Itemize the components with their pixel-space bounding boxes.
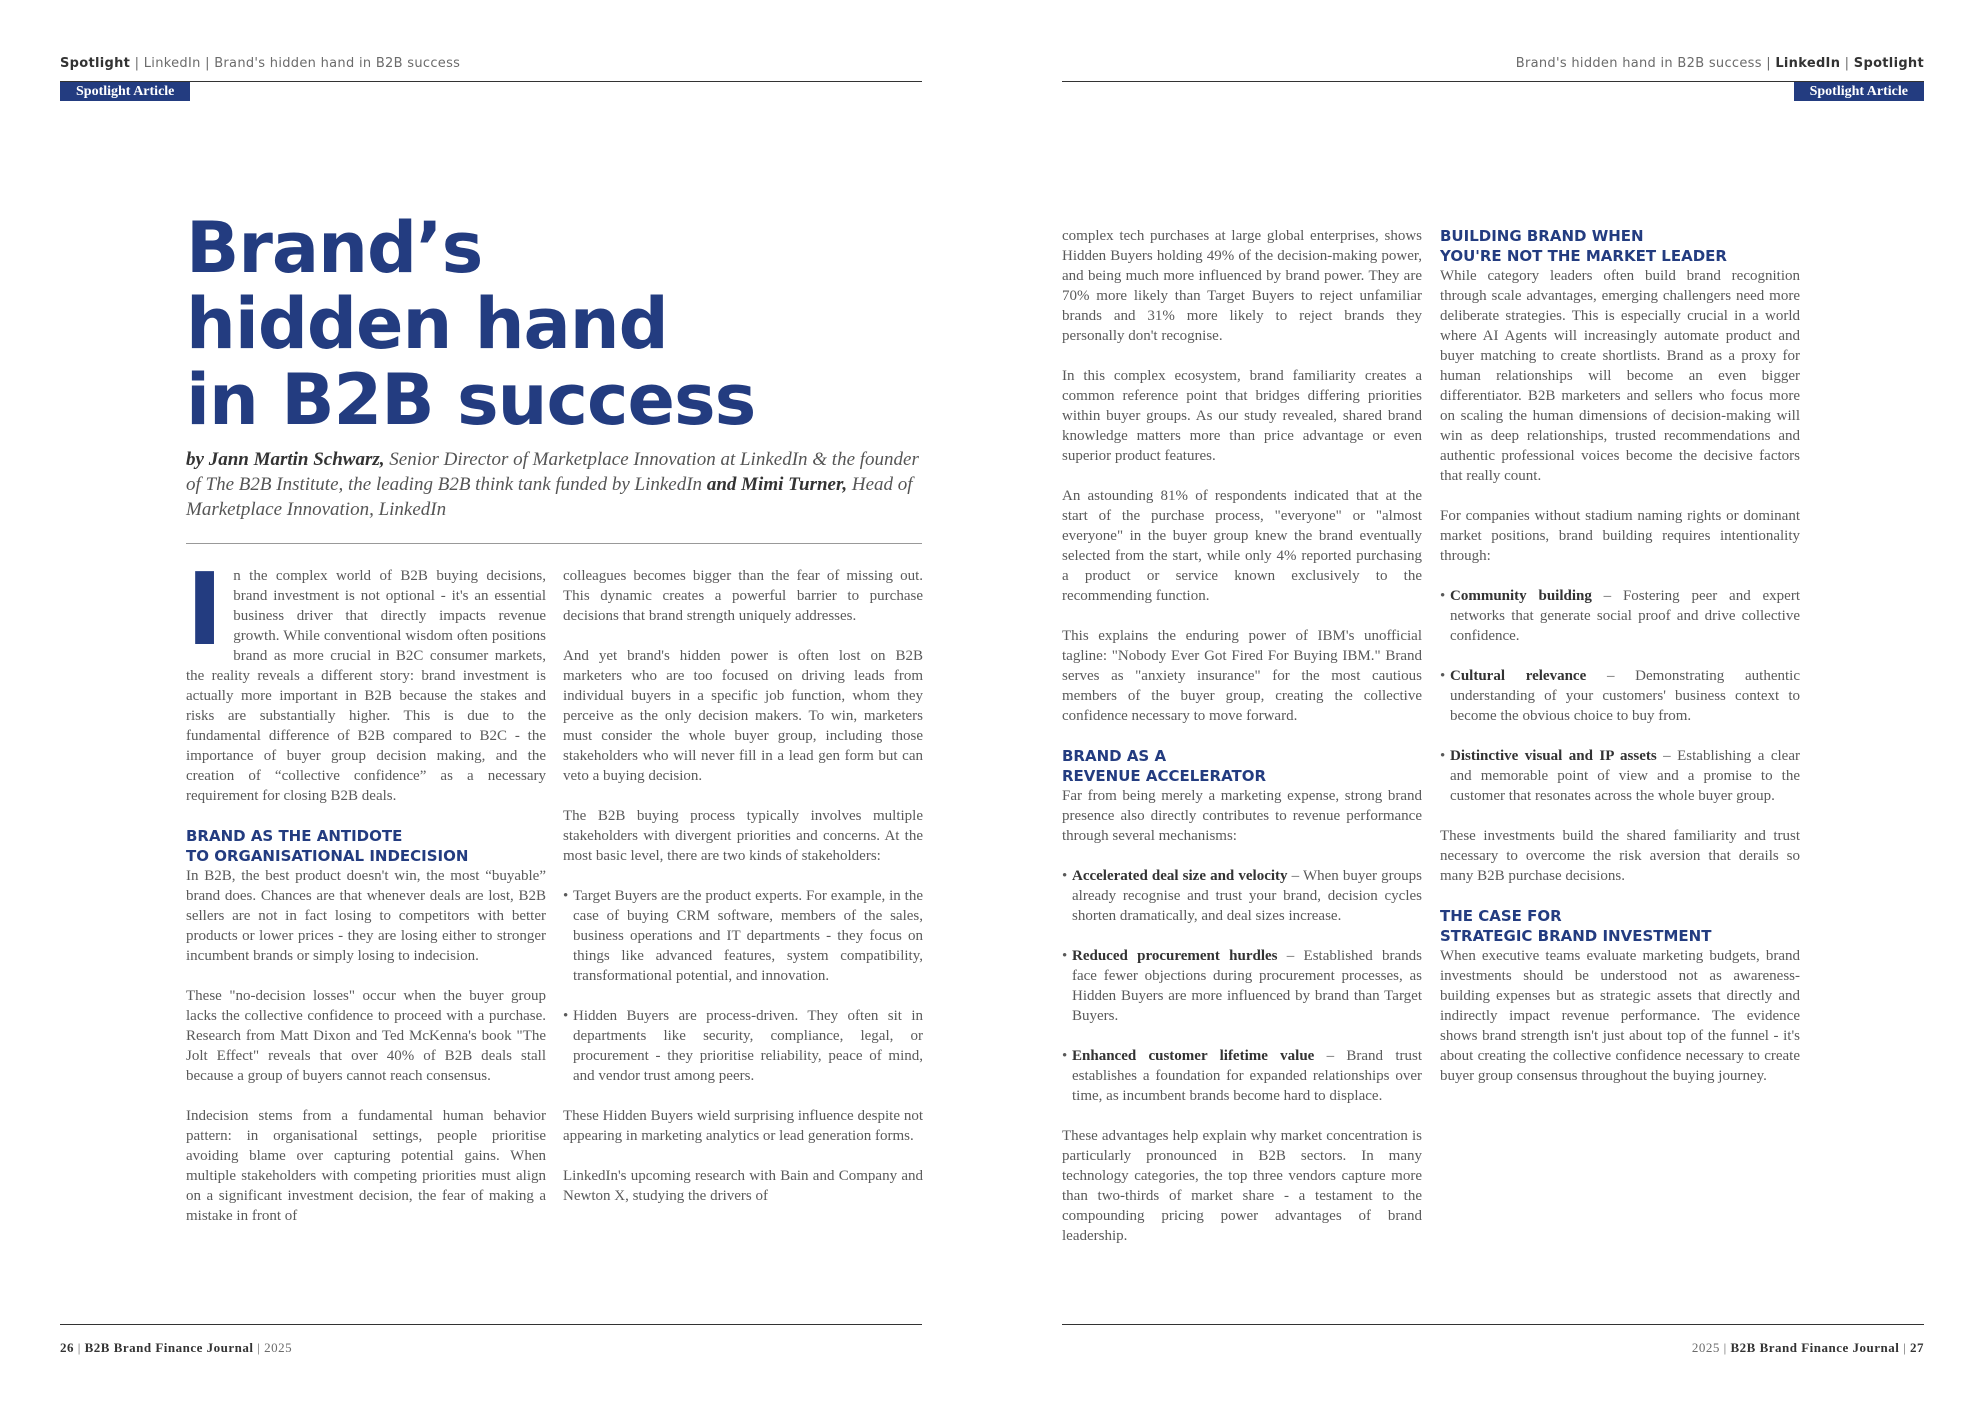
- article-title: [186, 207, 756, 441]
- spotlight-tag-right: Spotlight Article: [1794, 82, 1924, 101]
- header-article-title: Brand's hidden hand in B2B success: [1515, 56, 1762, 71]
- paragraph: In this complex ecosystem, brand familiarity creates a common reference point that bridges differing priorities within buyer groups. As our study revealed, shared brand knowledge matters more than price advantage or even superior product features.: [1062, 368, 1422, 464]
- paragraph: And yet brand's hidden power is often lost on B2B marketers who are too focused on driving leads from individual buyers in a specific job function, whom they perceive as the only decision makers. To win, marketers must consider the whole buyer group, including those stakeholders who will never fill in a lead gen form but can veto a buying decision.: [563, 648, 923, 784]
- page-number: 27: [1910, 1340, 1924, 1355]
- paragraph: For companies without stadium naming rights or dominant market positions, brand building requires intentionality through:: [1440, 508, 1800, 564]
- byline-rule: [186, 543, 922, 544]
- section-heading: BRAND AS A REVENUE ACCELERATOR: [1062, 747, 1267, 785]
- paragraph: An astounding 81% of respondents indicated that at the start of the purchase process, "everyone" or "almost everyone" in the buyer group knew the brand eventually selected from the start, while only 4% reported purchasing a product or service known exclusively to the recommending function.: [1062, 488, 1422, 604]
- footer-right: 2025 | B2B Brand Finance Journal | 27: [1691, 1340, 1924, 1355]
- bullet-item: • Accelerated deal size and velocity – When buyer groups already recognise and trust your brand, decision cycles shorten dramatically, and deal sizes increase.: [1062, 868, 1422, 924]
- journal-name: B2B Brand Finance Journal: [1730, 1340, 1900, 1355]
- footer-rule-left: [60, 1324, 922, 1325]
- paragraph: These "no-decision losses" occur when the buyer group lacks the collective confidence to proceed with a purchase. Research from Matt Dixon and Ted McKenna's book "The Jolt Effect" reveals that over 40% of B2B deals stall because a group of buyers cannot reach consensus.: [186, 988, 546, 1084]
- paragraph: colleagues becomes bigger than the fear of missing out. This dynamic creates a powerful barrier to purchase decisions that brand strength uniquely addresses.: [563, 568, 923, 624]
- section-heading: THE CASE FOR STRATEGIC BRAND INVESTMENT: [1440, 907, 1712, 945]
- bullet-item: • Reduced procurement hurdles – Established brands face fewer objections during procurement processes, as Hidden Buyers are more influenced by brand than Target Buyers.: [1062, 948, 1422, 1024]
- bullet-item: • Target Buyers are the product experts. For example, in the case of buying CRM software, members of the sales, business operations and IT departments - they focus on things like advanced features, system compatibility, transformational potential, and innovation.: [563, 888, 923, 984]
- section-heading: BRAND AS THE ANTIDOTE TO ORGANISATIONAL INDECISION: [186, 827, 469, 865]
- bullet-item: • Cultural relevance – Demonstrating authentic understanding of your customers' business context to become the obvious choice to buy from.: [1440, 668, 1800, 724]
- author-role: Head of Marketplace Innovation, LinkedIn: [186, 474, 913, 520]
- journal-name: B2B Brand Finance Journal: [84, 1340, 254, 1355]
- bullet-item: • Hidden Buyers are process-driven. They often sit in departments like security, compliance, legal, or procurement - they prioritise reliability, peace of mind, and vendor trust among peers.: [563, 1008, 923, 1084]
- byline: [186, 447, 926, 522]
- header-section: Spotlight: [1853, 56, 1924, 71]
- year: 2025: [1691, 1340, 1720, 1355]
- title-line: Brand’s: [186, 207, 483, 289]
- title-line: hidden hand: [186, 283, 668, 365]
- header-left: Spotlight | LinkedIn | Brand's hidden hand in B2B success: [60, 56, 461, 71]
- year: 2025: [264, 1340, 293, 1355]
- header-article-title: Brand's hidden hand in B2B success: [214, 56, 461, 71]
- paragraph: Indecision stems from a fundamental human behavior pattern: in organisational settings, people prioritise avoiding blame over capturing potential gains. When multiple stakeholders with competing priorities must align on a significant investment decision, the fear of making a mistake in front of: [186, 1108, 546, 1224]
- paragraph: complex tech purchases at large global enterprises, shows Hidden Buyers holding 49% of the decision-making power, and being much more influenced by brand power. They are 70% more likely than Target Buyers to reject unfamiliar brands and 31% more likely to reject brands they personally don't recognise.: [1062, 228, 1422, 344]
- byline-by: by: [186, 449, 204, 470]
- paragraph: LinkedIn's upcoming research with Bain and Company and Newton X, studying the drivers of: [563, 1168, 923, 1204]
- author-role: Senior Director of Marketplace Innovation at LinkedIn & the founder of The B2B Institute, the leading B2B think tank funded by LinkedIn: [186, 449, 919, 495]
- paragraph: These Hidden Buyers wield surprising influence despite not appearing in marketing analytics or lead generation forms.: [563, 1108, 923, 1144]
- byline-and: and: [706, 474, 737, 495]
- footer-left: 26 | B2B Brand Finance Journal | 2025: [60, 1340, 293, 1355]
- intro-paragraph: In the complex world of B2B buying decisions, brand investment is not optional - it's an essential business driver that directly impacts revenue growth. While conventional wisdom often positions brand as more crucial in B2C consumer markets, the reality reveals a different story: brand investment is actually more important in B2B because the stakes and risks are substantially higher. This is due to the fundamental difference of B2B compared to B2C - the importance of buyer group decision making, and the creation of “collective confidence” as a necessary requirement for closing B2B deals.: [186, 551, 546, 804]
- drop-cap: I: [186, 551, 224, 668]
- header-publisher: LinkedIn: [1775, 56, 1841, 71]
- bullet-item: • Community building – Fostering peer and expert networks that generate social proof and drive collective confidence.: [1440, 588, 1800, 644]
- section-heading: BUILDING BRAND WHEN YOU'RE NOT THE MARKET LEADER: [1440, 227, 1727, 265]
- column-1: [186, 551, 546, 1246]
- paragraph: In B2B, the best product doesn't win, the most “buyable” brand does. Chances are that whenever deals are lost, B2B sellers are not in fact losing to competitors with better products or lower prices - they are losing either to stronger incumbent brands or simply losing to indecision.: [186, 868, 546, 964]
- footer-rule-right: [1062, 1324, 1924, 1325]
- paragraph: These investments build the shared familiarity and trust necessary to overcome the risk aversion that derails so many B2B purchase decisions.: [1440, 828, 1800, 884]
- paragraph: This explains the enduring power of IBM's unofficial tagline: "Nobody Ever Got Fired For Buying IBM." Brand serves as "anxiety insurance" for the most cautious members of the buyer group, creating the collective confidence necessary to move forward.: [1062, 628, 1422, 724]
- column-3: [1062, 226, 1422, 1266]
- header-right: Brand's hidden hand in B2B success | LinkedIn | Spotlight: [1515, 56, 1924, 71]
- column-4: [1440, 226, 1800, 1106]
- paragraph: Far from being merely a marketing expense, strong brand presence also directly contributes to revenue performance through several mechanisms:: [1062, 788, 1422, 844]
- title-line: in B2B success: [186, 359, 756, 441]
- page-number: 26: [60, 1340, 74, 1355]
- bullet-item: • Enhanced customer lifetime value – Brand trust establishes a foundation for expanded relationships over time, as incumbent brands become hard to displace.: [1062, 1048, 1422, 1104]
- author-name: Mimi Turner,: [741, 474, 848, 495]
- column-2: [563, 566, 923, 1226]
- paragraph: The B2B buying process typically involves multiple stakeholders with divergent priorities and concerns. At the most basic level, there are two kinds of stakeholders:: [563, 808, 923, 864]
- paragraph: These advantages help explain why market concentration is particularly pronounced in B2B sectors. In many technology categories, the top three vendors capture more than two-thirds of market share - a testament to the compounding pricing power advantages of brand leadership.: [1062, 1128, 1422, 1244]
- header-publisher: LinkedIn: [143, 56, 201, 71]
- header-section: Spotlight: [60, 56, 131, 71]
- spotlight-tag-left: Spotlight Article: [60, 82, 190, 101]
- paragraph: While category leaders often build brand recognition through scale advantages, emerging challengers need more deliberate strategies. This is especially crucial in a world where AI Agents will increasingly automate product and buyer matching to create shortlists. Brand as a proxy for human relationships will become an even bigger differentiator. B2B marketers and sellers who focus more on scaling the human dimensions of decision-making will win as deep relationships, trusted recommendations and authentic professional voices become the decisive factors that really count.: [1440, 268, 1800, 484]
- author-name: Jann Martin Schwarz,: [208, 449, 385, 470]
- paragraph: When executive teams evaluate marketing budgets, brand investments should be understood not as awareness-building expenses but as strategic assets that directly and indirectly impact revenue performance. The evidence shows brand strength isn't just about top of the funnel - it's about creating the collective confidence necessary to create buyer group consensus throughout the buying journey.: [1440, 948, 1800, 1084]
- bullet-item: • Distinctive visual and IP assets – Establishing a clear and memorable point of view and a promise to the customer that resonates across the whole buyer group.: [1440, 748, 1800, 804]
